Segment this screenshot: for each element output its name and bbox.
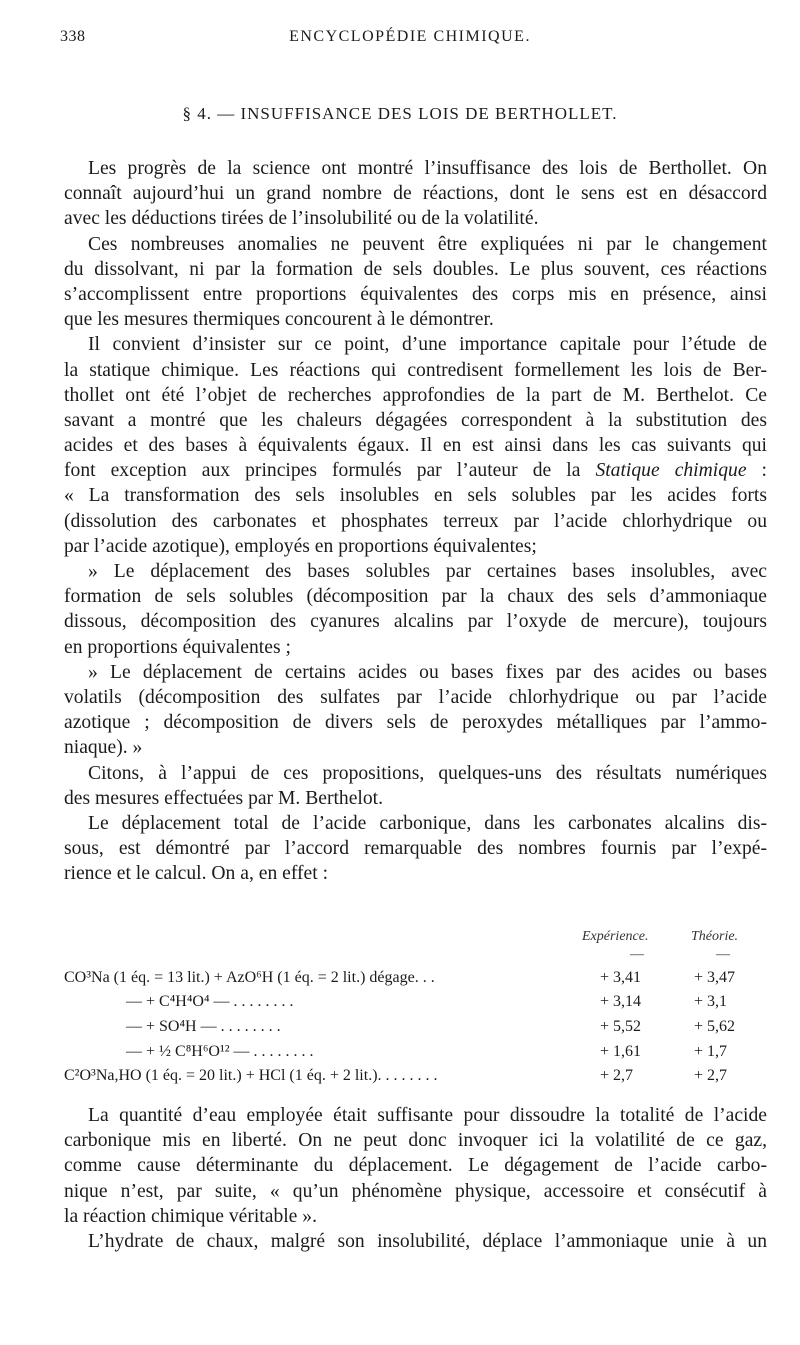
table-row [64,993,764,1015]
text-line: La quantité d’eau employée était suffisante pour dissoudre la totalité de l’acide [88,1105,767,1126]
text-line: thollet ont été l’objet de recherches approfondies de la part de M. Berthelot. Ce [64,384,767,406]
text-line: connaît aujourd’hui un grand nombre de réactions, dont le sens est en désaccord [64,183,767,205]
text-line: Citons, à l’appui de ces propositions, quelques-uns des résultats numériques [88,762,767,784]
theorie-value: + 1,7 [694,1043,728,1060]
experience-value: + 5,52 [600,1018,642,1035]
text-line: que les mesures thermiques concourent à le démontrer. [64,309,494,331]
table-row [64,969,764,991]
reaction-cell: — + ½ C⁸H⁶O¹² — . . . . . . . . [126,1043,314,1060]
theorie-value: + 3,1 [694,993,728,1010]
text-line: en proportions équivalentes ; [64,636,291,658]
text-line: Le déplacement total de l’acide carbonique, dans les carbonates alcalins dis- [88,812,767,834]
text-line: la statique chimique. Les réactions qui contredisent formellement les lois de Ber- [64,359,767,381]
body-text [64,156,767,886]
text-line: savant a montré que les chaleurs dégagées correspondent à la substitution des [64,409,767,431]
experience-value: + 2,7 [600,1067,634,1084]
section-heading: § 4. — INSUFFISANCE DES LOIS DE BERTHOLLET. [182,104,618,123]
text-line: (dissolution des carbonates et phosphates terreux par l’acide chlorhydrique ou [64,510,767,532]
text-line: L’hydrate de chaux, malgré son insolubilité, déplace l’ammoniaque unie à un [88,1230,767,1252]
closing-text [64,1103,767,1254]
column-rule: — [630,947,644,962]
text-line: comme cause déterminante du déplacement. Le dégagement de l’acide carbo- [64,1155,767,1177]
table-row [64,1067,764,1089]
theorie-value: + 2,7 [694,1067,728,1084]
table-row [64,1043,764,1065]
text-line: » Le déplacement de certains acides ou bases fixes par des acides ou bases [88,661,767,683]
text-line: du dissolvant, ni par la formation de sels doubles. Le plus souvent, ces réactions [64,258,767,280]
page-number: 338 [60,28,86,45]
text-line: par l’acide azotique), employés en proportions équivalentes; [64,535,537,557]
text-line: Ces nombreuses anomalies ne peuvent être expliquées ni par le changement [88,233,767,255]
text-line: nique n’est, par suite, « qu’un phénomène physique, accessoire et consécutif à [64,1180,767,1202]
column-header-theorie: Théorie. [691,929,739,944]
text-line: volatils (décomposition des sulfates par l’acide chlorhydrique ou par l’acide [64,686,767,708]
theorie-value: + 3,47 [694,969,736,986]
reaction-cell: C²O³Na,HO (1 éq. = 20 lit.) + HCl (1 éq. + 2 lit.). . . . . . . . [64,1067,438,1084]
text-line: » Le déplacement des bases solubles par certaines bases insolubles, avec [88,561,767,582]
text-line: la réaction chimique véritable ». [64,1205,317,1227]
experience-value: + 1,61 [600,1043,642,1060]
text-line: acides et des bases à équivalents égaux. Il en est ainsi dans les cas suivants qui [64,435,767,457]
text-line: Les progrès de la science ont montré l’insuffisance des lois de Berthollet. On [88,158,767,179]
reaction-cell: CO³Na (1 éq. = 13 lit.) + AzO⁶H (1 éq. = 2 lit.) dégage. . . [64,969,435,986]
text-line: dissous, décomposition des cyanures alcalins par l’oxyde de mercure), toujours [64,611,767,633]
column-rule: — [716,947,730,962]
reaction-cell: — + C⁴H⁴O⁴ — . . . . . . . . [126,993,294,1010]
text-line: rience et le calcul. On a, en effet : [64,863,329,885]
reaction-cell: — + SO⁴H — . . . . . . . . [126,1018,281,1035]
experience-value: + 3,14 [600,993,642,1010]
column-header-experience: Expérience. [582,929,649,944]
text-line: sous, est démontré par l’accord remarquable des nombres fournis par l’expé- [64,838,767,860]
running-title: ENCYCLOPÉDIE CHIMIQUE. [289,28,531,45]
text-line: s’accomplissent entre proportions équivalentes des corps mis en présence, ainsi [64,283,767,305]
text-line: Il convient d’insister sur ce point, d’une importance capitale pour l’étude de [88,334,767,356]
text-line: niaque). » [64,737,143,759]
text-line: font exception aux principes formulés par l’auteur de la Statique chimique : [64,460,767,482]
text-line: des mesures effectuées par M. Berthelot. [64,787,384,809]
text-line: carbonique mis en liberté. On ne peut donc invoquer ici la volatilité de ce gaz, [64,1130,767,1152]
running-head [60,28,760,52]
theorie-value: + 5,62 [694,1018,736,1035]
text-line: formation de sels solubles (décomposition par la chaux des sels d’ammoniaque [64,586,767,608]
text-line: avec les déductions tirées de l’insolubilité ou de la volatilité. [64,208,539,230]
table-row [64,1018,764,1040]
text-line: azotique ; décomposition de divers sels de peroxydes métalliques par l’ammo- [64,712,767,734]
text-line: « La transformation des sels insolubles en sels solubles par les acides forts [64,485,767,507]
experience-value: + 3,41 [600,969,642,986]
